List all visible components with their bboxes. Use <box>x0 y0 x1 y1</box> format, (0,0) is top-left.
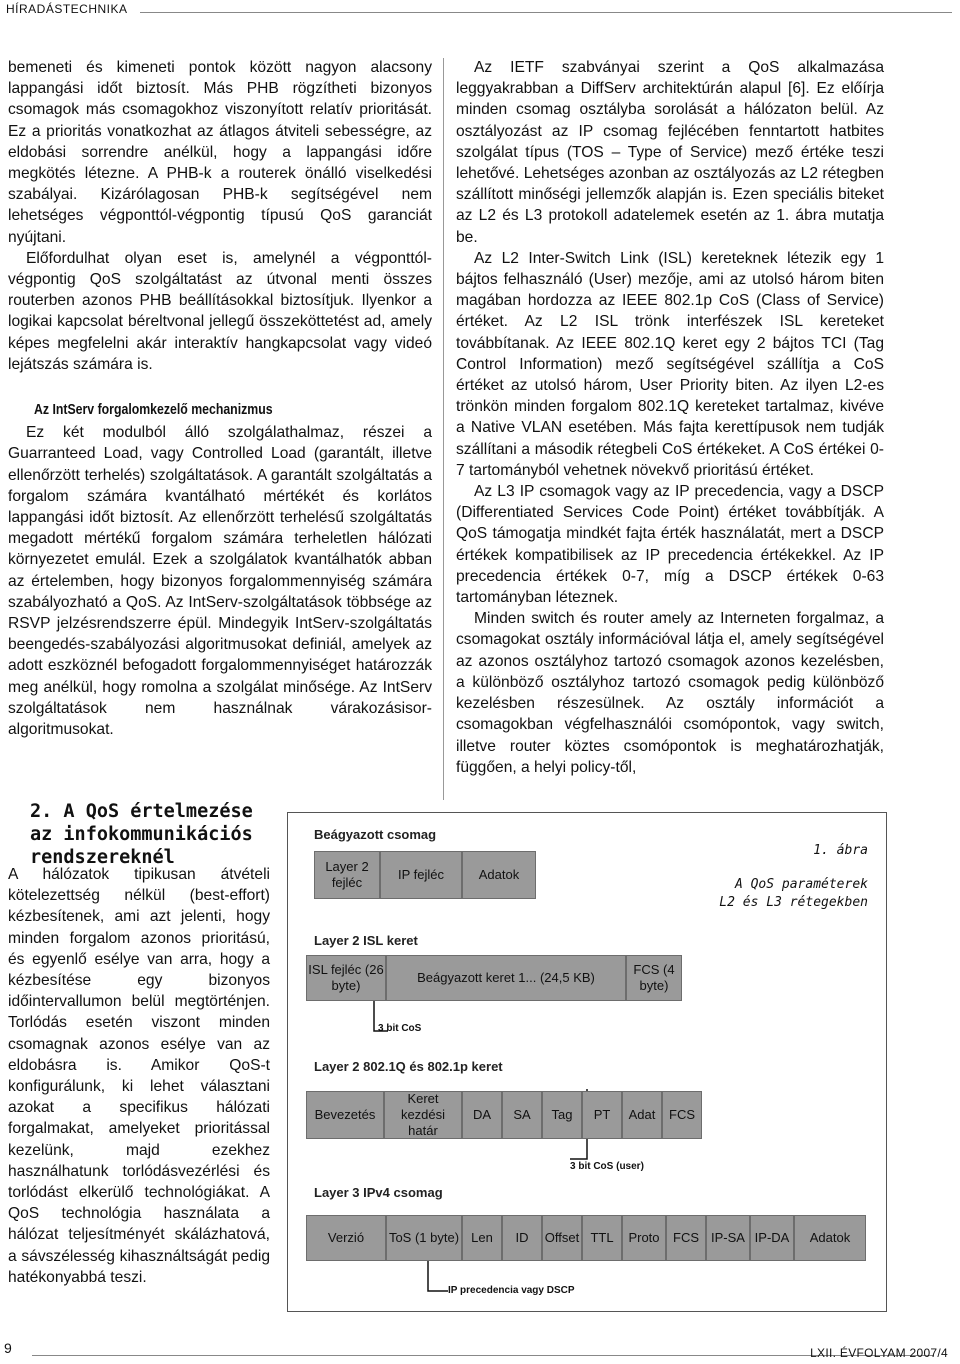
isl-frame-label: Layer 2 ISL keret <box>314 933 418 948</box>
ipv4-proto: Proto <box>622 1215 666 1261</box>
journal-volume: LXII. ÉVFOLYAM 2007/4 <box>810 1346 948 1360</box>
isl-fcs: FCS (4 byte) <box>626 955 682 1001</box>
paragraph: Előfordulhat olyan eset is, amelynél a végponttól-végpontig QoS szolgáltatást az útvonal menti összes routerben azonos PHB beállításokkal biztosítjuk. Ilyenkor a logikai kapcsolat béreltvonal jellegű összeköttetést ad, amely képes megfelelni akár interaktív hangkapcsolat vagy videó lejátszás számára is. <box>8 249 432 373</box>
dot1q-preamble: Bevezetés <box>306 1091 384 1139</box>
dot1q-cos-note: 3 bit CoS (user) <box>570 1161 644 1172</box>
paragraph: bemeneti és kimeneti pontok között nagyon alacsony lappangási időt biztosít. Más PHB rögzítheti bizonyos csomagok más csomagokhoz viszonyított relatív prioritását. Ez a prioritás vonatkozhat az átlagos átviteli sebességre, az eldobási sorrendre anélkül, hogy a lappangási időre megkötés létezne. A PHB-k a routerek önálló viselkedési szabályai. Kizárólagosan PHB-k segítségével nem lehetséges végponttól-végpontig típusú QoS garanciát nyújtani. <box>8 59 432 246</box>
figure-qos-fields <box>287 812 887 1312</box>
dot1q-frame-start: Keret kezdési határ <box>384 1091 462 1139</box>
ipv4-packet-label: Layer 3 IPv4 csomag <box>314 1185 443 1200</box>
embedded-data: Adatok <box>462 851 536 899</box>
dot1q-da: DA <box>462 1091 502 1139</box>
ipv4-fcs: FCS <box>666 1215 706 1261</box>
page-number: 9 <box>4 1340 12 1356</box>
isl-encapsulated-frame: Beágyazott keret 1... (24,5 KB) <box>386 955 626 1001</box>
footer-rule <box>32 1355 934 1356</box>
paragraph: Ez két modulból álló szolgálathalmaz, részei a Guarranteed Load, vagy Controlled Load (garantált, illetve ellenőrzött terhelés) szolgáltatások. A garantált szolgáltatás a forgalom számára kvantálható mértékét és korlátos lappangási időt biztosít. Az ellenőrzött terhelésű szolgáltatás megadott mértékű forgalom számára terheletlen hálózati környezetet emulál. Ezek a szolgálatok kvantálhatók abban az értelemben, hogy bizonyos forgalommennyiség számára szabályozható a QoS. Az IntServ-szolgáltatások többsége az RSVP jelzésrendszerre épül. Mindegyik IntServ-szolgáltatás beengedés-szabályozási algoritmusokat definiál, amelyek az adott eszköznél befogadott forgalommennyiséget határozzák meg anélkül, hogy romolna a szolgálat minősége. Az IntServ szolgáltatások nem használnak várakozásisor-algoritmusokat. <box>8 424 432 739</box>
embedded-l2-header: Layer 2 fejléc <box>314 851 380 899</box>
subheading: Az IntServ forgalomkezelő mechanizmus <box>34 401 273 419</box>
dot1q-data: Adat <box>622 1091 662 1139</box>
embedded-ip-header: IP fejléc <box>380 851 462 899</box>
ipv4-ip-da: IP-DA <box>750 1215 794 1261</box>
ipv4-id: ID <box>502 1215 542 1261</box>
dot1q-frame-label: Layer 2 802.1Q és 802.1p keret <box>314 1059 503 1074</box>
ipv4-version: Verzió <box>306 1215 386 1261</box>
ipv4-ip-sa: IP-SA <box>706 1215 750 1261</box>
isl-cos-note: 3 bit CoS <box>378 1023 422 1034</box>
figure-caption-line1: A QoS paraméterek <box>734 877 868 892</box>
section-body <box>8 864 270 1288</box>
dot1q-sa: SA <box>502 1091 542 1139</box>
ipv4-ttl: TTL <box>582 1215 622 1261</box>
dot1q-tag: Tag <box>542 1091 582 1139</box>
ipv4-data: Adatok <box>794 1215 866 1261</box>
dot1q-fcs: FCS <box>662 1091 702 1139</box>
paragraph: Minden switch és router amely az Interneten forgalmaz, a csomagokat osztály információval látja el, amely segítségével az azonos osztályhoz tartozó csomagok azonos kezelésben, a különböző osztályhoz tartozó csomagok pedig különböző kezelésben részesülnek. Az osztály információt a csomagokban végfelhasználói csomópontok, vagy switch, illetve router köztes csomópontok is meghatározhatják, függően, a helyi policy-től, <box>456 610 884 776</box>
paragraph: Az L3 IP csomagok vagy az IP precedencia, vagy a DSCP (Differentiated Services Code Point) értéket továbbítják. A QoS támogatja mindkét fajta érték használatát, mert a DSCP értékek kompatibilisek az IP precedencia értékekkel. Az IP precedencia értékek 0-7, míg a DSCP értékek 0-63 tartományban léteznek. <box>456 483 884 607</box>
dot1q-pt: PT <box>582 1091 622 1139</box>
ipv4-dscp-note: IP precedencia vagy DSCP <box>448 1285 575 1296</box>
section-title: 2. A QoS értelmezése az infokommunikációs rendszereknél <box>30 801 253 868</box>
ipv4-len: Len <box>462 1215 502 1261</box>
figure-caption-line2: L2 és L3 rétegekben <box>719 895 868 910</box>
header-rule <box>140 12 952 13</box>
paragraph: Az L2 Inter-Switch Link (ISL) kereteknek létezik egy 1 bájtos felhasználó (User) mezője, ami az utolsó három biten magában hordozza az IEEE 802.1p CoS (Class of Service) értéket. Az L2 ISL trönk interfészek ISL kereteket továbbítanak. Az IEEE 802.1Q keret egy 2 bájtos TCI (Tag Control Information) mező segítségével szállítja a CoS értéket az utolsó három, User Priority biten. Az ilyen L2-es trönkön minden forgalom 802.1Q kereteket tartalmaz, kivéve a Native VLAN esetében. Más fajta kerettípusok nem tudják szállítani a második rétegbeli CoS értékeket. A CoS értékei 0-7 tartományból vehetnek növekvő prioritású értéket. <box>456 249 884 479</box>
paragraph: Az IETF szabványai szerint a QoS alkalmazása leggyakrabban a DiffServ architektúrán alapul [6]. Ez előírja minden csomag osztályba sorolását a hálózaton belül. Az osztályozást az IP csomag fejlécében fenntartott hatbites szolgálat típus (TOS – Type of Service) mező értéke teszi lehetővé. Lehetséges azonban az osztályozás az L2 rétegben szállított minőségi jellemzők alapján is. Ezen speciális biteket az L2 és L3 protokoll adatelemek esetén az 1. ábra mutatja be. <box>456 59 884 246</box>
column-divider <box>443 58 444 800</box>
isl-header: ISL fejléc (26 byte) <box>306 955 386 1001</box>
embedded-packet-label: Beágyazott csomag <box>314 827 437 842</box>
left-column <box>8 57 432 740</box>
paragraph: A hálózatok tipikusan átvételi kötelezettség nélkül (best-effort) kézbesítenek, ami azt jelenti, hogy minden forgalom azonos prioritású, és egyenlő esélye van arra, hogy a kézbesítése egy bizonyos időintervallumon belül megtörténjen. Torlódás esetén viszont minden csomagnak azonos esélye van az eldobásra is. Amikor QoS-t konfigurálunk, ki lehet választani azokat a specifikus hálózati forgalmakat, amelyeket prioritással kezelünk, majd ezekhez használhatunk torlódásvezérlési és torlódást elkerülő technológiákat. A QoS technológia használata a hálózat teljesítményét skálázhatová, a sávszélesség kihasználtságát pedig hatékonyabbá teszi. <box>8 866 270 1286</box>
right-column <box>456 57 884 778</box>
ipv4-tos: ToS (1 byte) <box>386 1215 462 1261</box>
ipv4-offset: Offset <box>542 1215 582 1261</box>
section-header: HÍRADÁSTECHNIKA <box>6 2 128 16</box>
figure-number: 1. ábra <box>813 843 868 858</box>
